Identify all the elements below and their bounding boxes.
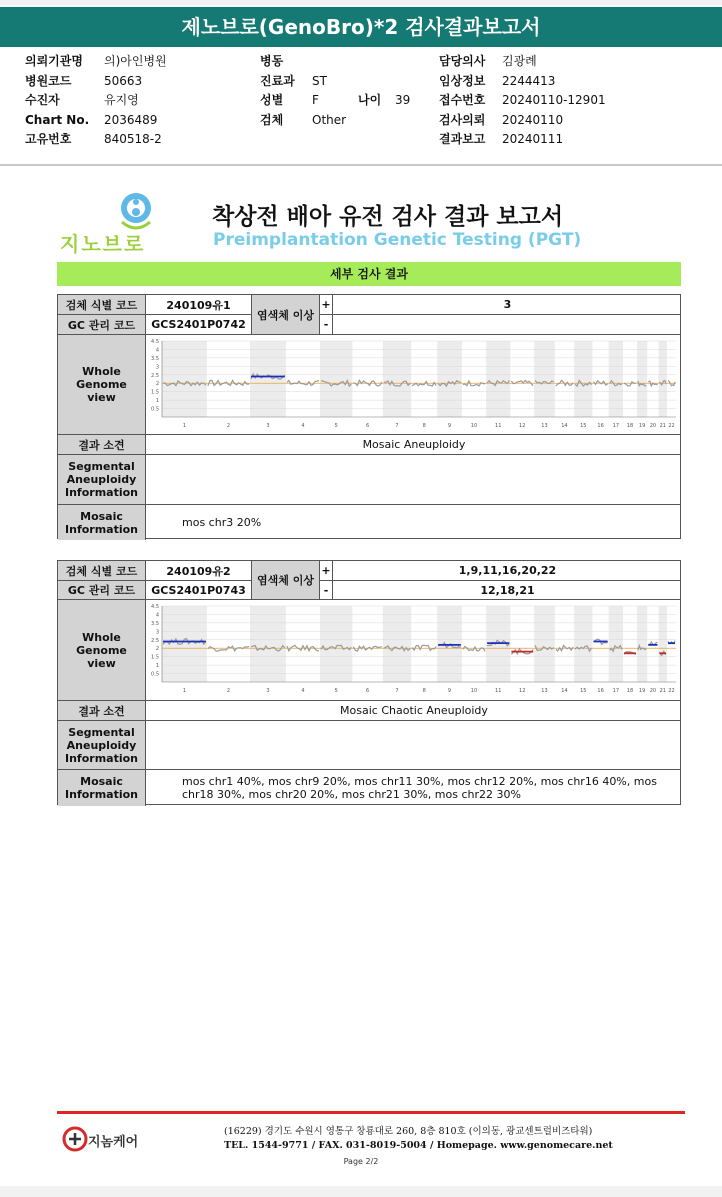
genomecare-logo-text: 지놈케어	[88, 1135, 139, 1150]
y-tick-label: 1	[155, 663, 159, 670]
gain-chromosomes: 1,9,11,16,20,22	[458, 564, 557, 577]
info-label: Chart No.	[25, 112, 90, 127]
age-label: 나이	[358, 93, 382, 107]
x-tick-label: 10	[470, 688, 478, 694]
x-tick-label: 2	[226, 422, 231, 429]
whole-genome-plot-1	[146, 335, 682, 434]
info-value: 20240111	[502, 132, 564, 146]
x-tick-label: 1	[182, 688, 187, 694]
info-value: F	[312, 93, 319, 107]
gain-chromosomes: 3	[503, 298, 512, 311]
plus-label: +	[320, 295, 333, 314]
y-tick-label: 1.5	[151, 654, 159, 661]
info-value: 20240110	[502, 112, 564, 127]
x-tick-label: 4	[301, 422, 305, 429]
x-tick-label: 3	[266, 688, 270, 694]
chromosome-band	[658, 606, 667, 682]
x-tick-label: 5	[334, 688, 338, 694]
gc-code-value: GCS2401P0743	[146, 581, 252, 599]
x-tick-label: 9	[447, 422, 452, 429]
info-label: 담당의사	[439, 54, 486, 68]
copy-number-trace	[624, 381, 636, 385]
x-tick-label: 4	[301, 688, 305, 694]
x-tick-label: 1	[182, 422, 187, 429]
section-title: 세부 검사 결과	[57, 262, 681, 286]
finding-value: Mosaic Chaotic Aneuploidy	[340, 704, 488, 717]
sample-id-label: 검체 식별 코드	[58, 561, 146, 580]
y-tick-label: 4.5	[151, 338, 159, 345]
finding-label: 결과 소견	[58, 435, 146, 454]
result-table-2	[57, 560, 681, 805]
report-subtitle: Preimplantation Genetic Testing (PGT)	[213, 230, 582, 250]
x-tick-label: 21	[659, 422, 666, 429]
bottom-strip	[0, 1186, 722, 1197]
report-title: 착상전 배아 유전 검사 결과 보고서	[212, 204, 564, 230]
y-tick-label: 0.5	[151, 406, 159, 413]
chromosome-band	[609, 341, 623, 417]
info-value: Other	[312, 112, 347, 127]
chromosome-band	[437, 341, 462, 417]
x-tick-label: 14	[561, 422, 568, 429]
info-label: 결과보고	[439, 132, 486, 146]
chromosome-band	[637, 606, 647, 682]
segmental-value	[146, 721, 682, 769]
y-tick-label: 4	[155, 612, 159, 619]
header-divider	[0, 164, 722, 166]
x-tick-label: 17	[612, 422, 620, 429]
footer-address: (16229) 경기도 수원시 영통구 창룡대로 260, 8층 810호 (이의동, 광교센트럴비즈타워)	[224, 1126, 593, 1137]
x-tick-label: 12	[519, 422, 526, 429]
x-tick-label: 14	[561, 688, 568, 694]
info-value: 의)아인병원	[104, 54, 167, 68]
y-tick-label: 1	[155, 397, 159, 404]
mosaic-label: Mosaic Information	[58, 770, 146, 806]
x-tick-label: 21	[659, 688, 666, 694]
x-tick-label: 22	[668, 422, 675, 429]
info-value: 2244413	[502, 73, 556, 88]
chromosome-band	[574, 606, 592, 682]
x-tick-label: 13	[541, 688, 548, 694]
gc-code-value: GCS2401P0742	[146, 315, 252, 334]
chromosome-band	[637, 341, 647, 417]
minus-label: -	[320, 581, 333, 599]
genobro-logo-text: 지노브로	[60, 232, 146, 256]
x-tick-label: 8	[422, 422, 426, 429]
info-value: 유지영	[104, 93, 139, 107]
segmental-label: Segmental Aneuploidy Information	[58, 721, 146, 769]
x-tick-label: 5	[334, 422, 338, 429]
info-value: 김광례	[502, 54, 537, 68]
gc-code-label: GC 관리 코드	[58, 581, 146, 599]
y-tick-label: 2.5	[151, 637, 159, 644]
mosaic-value: mos chr1 40%, mos chr9 20%, mos chr11 30%, mos chr12 20%, mos chr16 40%, mos chr18 30%, mos chr20 20%, mos chr21 30%, mos chr22 30%	[182, 775, 657, 801]
x-tick-label: 15	[580, 688, 587, 694]
genomecare-logo-icon	[62, 1126, 88, 1152]
info-label: 병원코드	[25, 73, 72, 88]
chromosome-band	[320, 341, 352, 417]
info-label: 수진자	[25, 93, 60, 107]
chromosome-band	[658, 341, 667, 417]
gc-code-label: GC 관리 코드	[58, 315, 146, 334]
footer-contact: TEL. 1544-9771 / FAX. 031-8019-5004 / Homepage. www.genomecare.net	[224, 1140, 613, 1151]
info-value: 840518-2	[104, 132, 162, 146]
x-tick-label: 17	[612, 688, 620, 694]
x-tick-label: 20	[649, 422, 657, 429]
y-tick-label: 2	[155, 646, 159, 653]
x-tick-label: 19	[638, 422, 646, 429]
x-tick-label: 3	[266, 422, 270, 429]
finding-value: Mosaic Aneuploidy	[362, 438, 466, 451]
sample-id-value: 240109유1	[146, 295, 252, 314]
info-value: 20240110-12901	[502, 93, 606, 107]
y-tick-label: 3.5	[151, 355, 159, 362]
info-label: 성별	[260, 93, 284, 107]
y-tick-label: 3	[155, 363, 159, 370]
footer-address-block	[224, 1125, 613, 1153]
chromosome-band	[534, 606, 555, 682]
sample-id-label: 검체 식별 코드	[58, 295, 146, 314]
result-table-1	[57, 294, 681, 539]
plus-label: +	[320, 561, 333, 580]
info-label: 병동	[260, 54, 284, 68]
mosaic-label: Mosaic Information	[58, 505, 146, 540]
page-number: Page 2/2	[343, 1157, 379, 1166]
segmental-value	[146, 455, 682, 504]
chromosome-band	[250, 606, 286, 682]
chromosome-band	[383, 606, 411, 682]
genome-chart-1	[146, 335, 682, 435]
chromosome-band	[320, 606, 352, 682]
info-label: 진료과	[260, 73, 295, 88]
x-tick-label: 11	[495, 422, 502, 429]
loss-chromosomes: 12,18,21	[480, 583, 535, 597]
copy-number-trace	[463, 647, 485, 652]
chromosome-band	[574, 341, 592, 417]
minus-label: -	[320, 315, 333, 334]
copy-number-trace	[412, 381, 436, 386]
y-tick-label: 2	[155, 380, 159, 387]
info-label: 검사의뢰	[439, 112, 486, 127]
footer-divider	[57, 1111, 685, 1114]
y-tick-label: 1.5	[151, 389, 159, 396]
y-tick-label: 3	[155, 629, 159, 636]
y-tick-label: 3.5	[151, 620, 159, 627]
whole-genome-plot-2	[146, 600, 682, 700]
x-tick-label: 16	[597, 422, 604, 429]
whole-genome-view-label: Whole Genome view	[58, 335, 146, 434]
x-tick-label: 8	[422, 688, 426, 694]
loss-chromosomes	[333, 315, 682, 334]
info-label: 임상정보	[439, 73, 486, 88]
patient-info-column-2	[260, 52, 410, 130]
genome-chart-2	[146, 600, 682, 700]
info-label: 검체	[260, 112, 284, 127]
chromosome-band	[534, 341, 555, 417]
x-tick-label: 15	[580, 422, 587, 429]
x-tick-label: 19	[638, 688, 646, 694]
patient-info-column-3	[439, 52, 606, 150]
chromosome-band	[383, 341, 411, 417]
page-title: 제노브로(GenoBro)*2 검사결과보고서	[0, 7, 722, 47]
x-tick-label: 11	[495, 688, 502, 694]
y-tick-label: 2.5	[151, 372, 159, 379]
patient-info-column-1	[25, 52, 167, 150]
x-tick-label: 18	[626, 688, 634, 694]
x-tick-label: 18	[626, 422, 634, 429]
y-tick-label: 0.5	[151, 671, 159, 678]
info-value: 2036489	[104, 112, 158, 127]
x-tick-label: 16	[597, 688, 604, 694]
whole-genome-view-label: Whole Genome view	[58, 600, 146, 700]
x-tick-label: 6	[366, 688, 370, 694]
chromosome-abnormality-label: 염색체 이상	[252, 561, 320, 600]
info-label: 고유번호	[25, 132, 72, 146]
x-tick-label: 6	[366, 422, 370, 429]
chromosome-band	[609, 606, 623, 682]
x-tick-label: 10	[470, 422, 478, 429]
info-value: ST	[312, 73, 327, 88]
age-value: 39	[395, 93, 411, 107]
x-tick-label: 7	[395, 422, 399, 429]
x-tick-label: 13	[541, 422, 548, 429]
info-value: 50663	[104, 73, 143, 88]
mosaic-value: mos chr3 20%	[182, 516, 262, 529]
chromosome-band	[162, 341, 207, 417]
x-tick-label: 2	[226, 688, 231, 694]
chromosome-band	[486, 341, 510, 417]
sample-id-value: 240109유2	[146, 561, 252, 580]
top-strip	[0, 0, 722, 5]
x-tick-label: 20	[649, 688, 657, 694]
y-tick-label: 4	[155, 346, 159, 353]
finding-label: 결과 소견	[58, 701, 146, 720]
info-label: 의뢰기관명	[25, 54, 83, 68]
info-label: 접수번호	[439, 93, 486, 107]
x-tick-label: 7	[395, 688, 399, 694]
x-tick-label: 22	[668, 688, 675, 694]
chromosome-abnormality-label: 염색체 이상	[252, 295, 320, 335]
x-tick-label: 9	[447, 688, 452, 694]
segmental-label: Segmental Aneuploidy Information	[58, 455, 146, 504]
x-tick-label: 12	[519, 688, 526, 694]
y-tick-label: 4.5	[151, 604, 159, 610]
